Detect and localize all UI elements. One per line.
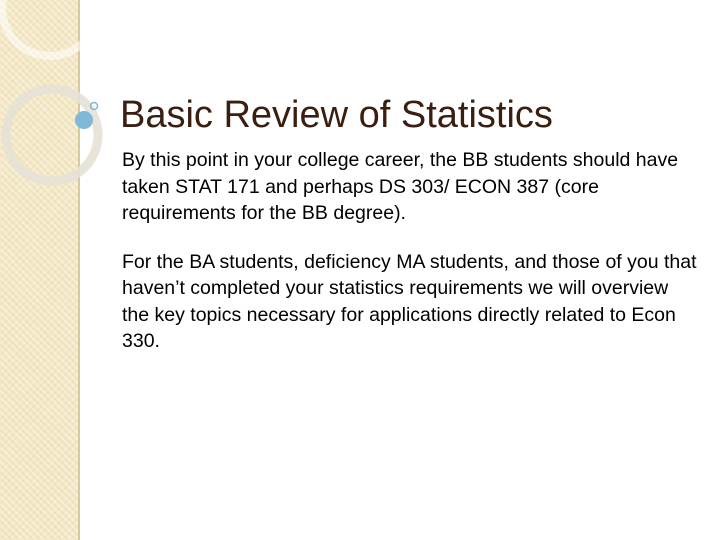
bullet-dot-large	[75, 111, 93, 129]
medium-ring-decoration	[6, 89, 98, 181]
slide-body	[122, 147, 697, 377]
paragraph-bb-students: By this point in your college career, the BB students should have taken STAT 171 and perhaps DS 303/ ECON 387 (core requirements for the BB degree).	[122, 149, 679, 224]
large-ring-decoration	[2, 0, 98, 56]
paragraph-ba-students: For the BA students, deficiency MA students, and those of you that haven’t completed your statistics requirements we will overview the key topics necessary for applications directly related to Econ 330.	[122, 250, 697, 352]
slide-title: Basic Review of Statistics	[120, 94, 553, 136]
